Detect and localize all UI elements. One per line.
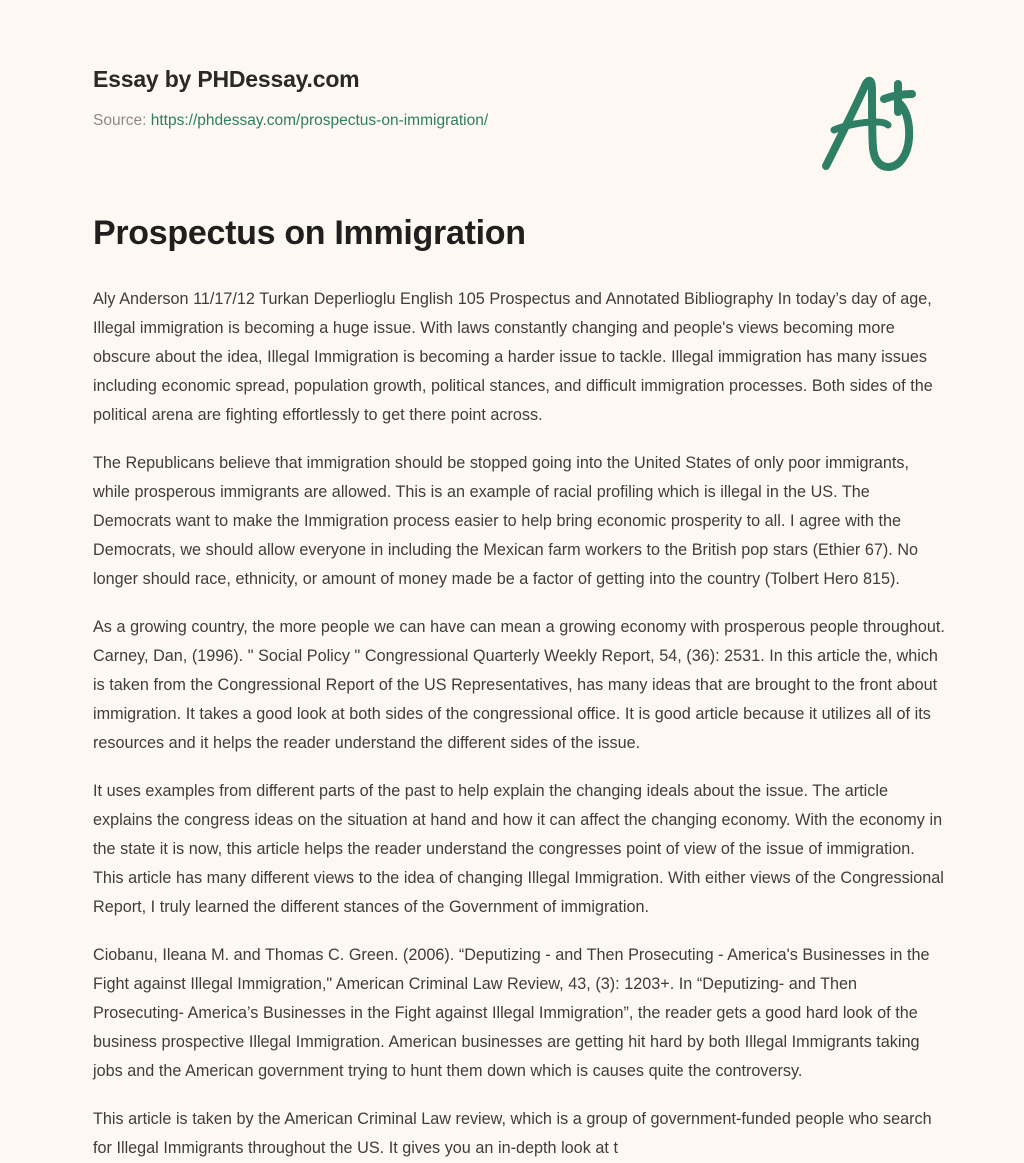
paragraph: This article is taken by the American Criminal Law review, which is a group of government-funded people who search for Illegal Immigrants throughout the US. It gives you an in-depth look at t <box>93 1110 932 1157</box>
source-url-link[interactable]: https://phdessay.com/prospectus-on-immigration/ <box>150 111 489 129</box>
aplus-logo <box>812 68 932 176</box>
paragraph: The Republicans believe that immigration should be stopped going into the United States of only poor immigrants, while prosperous immigrants are allowed. This is an example of racial profiling which is illegal in the US. The Democrats want to make the Immigration process easier to help bring economic prosperity to all. I agree with the Democrats, we should allow everyone in including the Mexican farm workers to the British pop stars (Ethier 67). No longer should race, ethnicity, or amount of money made be a factor of getting into the country (Tolbert Hero 815). <box>93 454 919 588</box>
article-body <box>93 285 945 1163</box>
paragraph: It uses examples from different parts of the past to help explain the changing ideals about the issue. The article explains the congress ideas on the situation at hand and how it can affect the changing economy. With the economy in the state it is now, this article helps the reader understand the congresses point of view of the issue of immigration. This article has many different views to the idea of changing Illegal Immigration. With either views of the Congressional Report, I truly learned the different stances of the Government of immigration. <box>93 782 944 916</box>
page-header <box>93 66 793 131</box>
source-line <box>93 111 793 131</box>
page-title: Prospectus on Immigration <box>93 214 526 252</box>
source-label: Source: <box>93 111 147 129</box>
paragraph: As a growing country, the more people we can have can mean a growing economy with prosperous people throughout. Carney, Dan, (1996). " Social Policy " Congressional Quarterly Weekly Report, 54, (36): 2531. In this article the, which is taken from the Congressional Report of the US Representatives, has many ideas that are brought to the front about immigration. It takes a good look at both sides of the congressional office. It is good article because it utilizes all of its resources and it helps the reader understand the different sides of the issue. <box>93 618 945 752</box>
paragraph: Ciobanu, Ileana M. and Thomas C. Green. (2006). “Deputizing - and Then Prosecuting - America's Businesses in the Fight against Illegal Immigration," American Criminal Law Review, 43, (3): 1203+. In “Deputizing- and Then Prosecuting- America’s Businesses in the Fight against Illegal Immigration”, the reader gets a good hard look of the business prospective Illegal Immigration. American businesses are getting hit hard by both Illegal Immigrants taking jobs and the American government trying to hunt them down which is causes quite the controversy. <box>93 946 930 1080</box>
brand-title: Essay by PHDessay.com <box>93 66 360 92</box>
paragraph: Aly Anderson 11/17/12 Turkan Deperlioglu English 105 Prospectus and Annotated Bibliography In today’s day of age, Illegal immigration is becoming a huge issue. With laws constantly changing and people's views becoming more obscure about the idea, Illegal Immigration is becoming a harder issue to tackle. Illegal immigration has many issues including economic spread, population growth, political stances, and difficult immigration processes. Both sides of the political arena are fighting effortlessly to get there point across. <box>93 290 933 424</box>
